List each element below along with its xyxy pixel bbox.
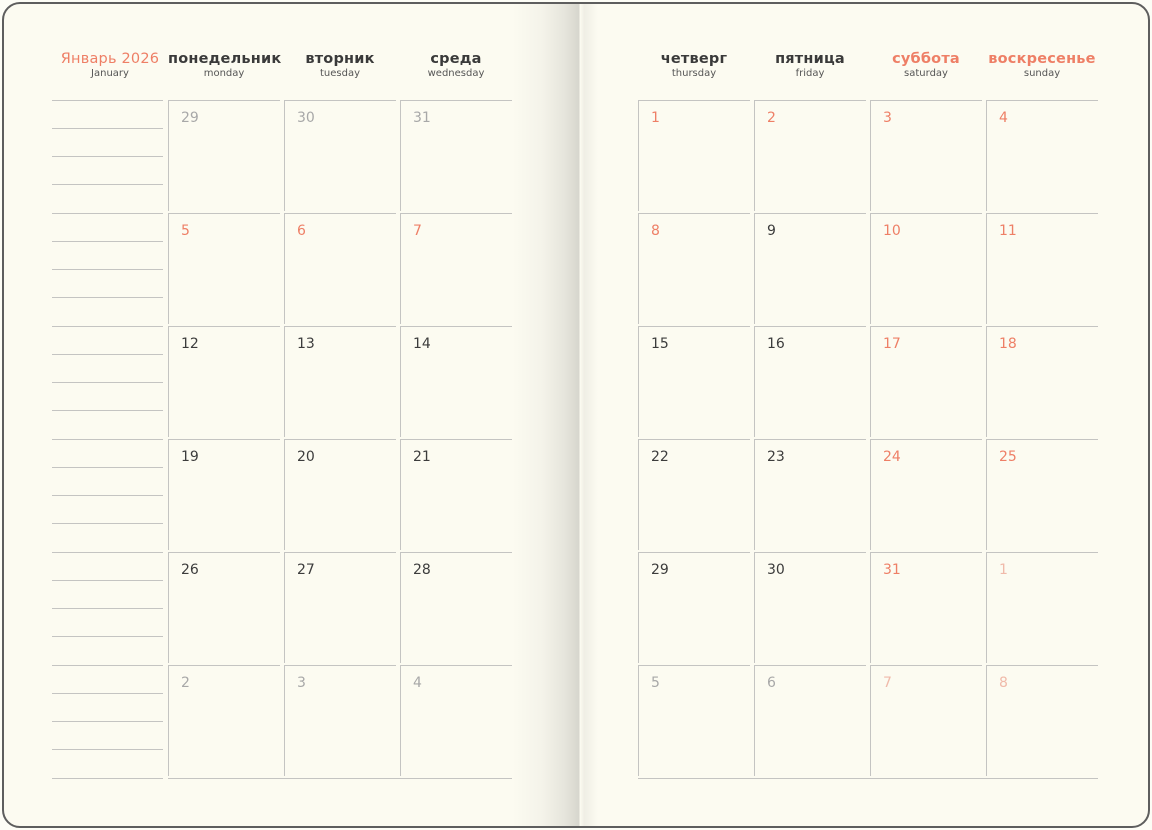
day-number: 12 xyxy=(181,336,199,352)
weekday-header-thursday xyxy=(638,50,750,79)
day-number: 18 xyxy=(999,336,1017,352)
day-cell[interactable] xyxy=(986,552,1098,663)
day-number: 13 xyxy=(297,336,315,352)
day-number: 31 xyxy=(413,110,431,126)
weekday-header-sunday xyxy=(986,50,1098,79)
weekday-name-en: monday xyxy=(203,68,245,79)
day-number: 15 xyxy=(651,336,669,352)
day-number: 8 xyxy=(651,223,660,239)
day-number: 28 xyxy=(413,562,431,578)
day-number: 6 xyxy=(767,675,776,691)
day-cell[interactable] xyxy=(986,213,1098,324)
day-number: 23 xyxy=(767,449,785,465)
weekday-name: четверг xyxy=(660,51,728,67)
weekday-name: воскресенье xyxy=(988,51,1096,67)
day-number: 21 xyxy=(413,449,431,465)
day-cell[interactable] xyxy=(870,213,982,324)
day-cell[interactable] xyxy=(754,552,866,663)
grid-bottom-line xyxy=(638,778,1098,779)
day-number: 24 xyxy=(883,449,901,465)
day-number: 10 xyxy=(883,223,901,239)
weekday-name-en: saturday xyxy=(904,68,948,79)
day-cell[interactable] xyxy=(870,552,982,663)
weekday-name-en: friday xyxy=(795,68,825,79)
day-number: 2 xyxy=(181,675,190,691)
day-number: 27 xyxy=(297,562,315,578)
day-number: 16 xyxy=(767,336,785,352)
day-number: 1 xyxy=(999,562,1008,578)
weekday-name-en: wednesday xyxy=(427,68,485,79)
day-number: 1 xyxy=(651,110,660,126)
day-number: 4 xyxy=(999,110,1008,126)
weekday-name-en: tuesday xyxy=(319,68,360,79)
day-number: 19 xyxy=(181,449,199,465)
day-number: 25 xyxy=(999,449,1017,465)
day-number: 31 xyxy=(883,562,901,578)
day-cell[interactable] xyxy=(754,439,866,550)
weekday-header-saturday xyxy=(870,50,982,79)
day-number: 29 xyxy=(181,110,199,126)
month-title-en: January xyxy=(91,68,129,79)
day-cell[interactable] xyxy=(638,100,750,211)
day-cell[interactable] xyxy=(638,213,750,324)
day-number: 3 xyxy=(297,675,306,691)
day-cell[interactable] xyxy=(638,665,750,776)
day-cell[interactable] xyxy=(754,213,866,324)
day-cell[interactable] xyxy=(638,439,750,550)
month-title: Январь 2026 xyxy=(60,51,160,67)
day-cell[interactable] xyxy=(870,100,982,211)
day-number: 5 xyxy=(651,675,660,691)
day-number: 9 xyxy=(767,223,776,239)
day-cell[interactable] xyxy=(870,665,982,776)
day-number: 26 xyxy=(181,562,199,578)
weekday-name: вторник xyxy=(305,51,375,67)
day-number: 22 xyxy=(651,449,669,465)
day-cell[interactable] xyxy=(870,326,982,437)
day-number: 7 xyxy=(883,675,892,691)
day-cell[interactable] xyxy=(638,552,750,663)
day-cell[interactable] xyxy=(870,439,982,550)
weekday-name: понедельник xyxy=(168,51,282,67)
weekday-name-en: thursday xyxy=(671,68,717,79)
day-number: 8 xyxy=(999,675,1008,691)
day-number: 20 xyxy=(297,449,315,465)
day-number: 6 xyxy=(297,223,306,239)
day-number: 7 xyxy=(413,223,422,239)
day-cell[interactable] xyxy=(986,100,1098,211)
day-number: 11 xyxy=(999,223,1017,239)
planner-spread xyxy=(2,2,1150,828)
day-number: 14 xyxy=(413,336,431,352)
day-number: 4 xyxy=(413,675,422,691)
day-cell[interactable] xyxy=(754,100,866,211)
day-number: 17 xyxy=(883,336,901,352)
day-number: 30 xyxy=(297,110,315,126)
day-cell[interactable] xyxy=(986,326,1098,437)
weekday-header-friday xyxy=(754,50,866,79)
weekday-name: пятница xyxy=(775,51,845,67)
day-cell[interactable] xyxy=(754,326,866,437)
day-number: 3 xyxy=(883,110,892,126)
day-number: 30 xyxy=(767,562,785,578)
day-cell[interactable] xyxy=(638,326,750,437)
right-page xyxy=(4,4,1148,826)
weekday-name: среда xyxy=(430,51,482,67)
day-number: 2 xyxy=(767,110,776,126)
day-number: 5 xyxy=(181,223,190,239)
day-cell[interactable] xyxy=(754,665,866,776)
day-cell[interactable] xyxy=(986,439,1098,550)
weekday-name: суббота xyxy=(892,51,960,67)
day-cell[interactable] xyxy=(986,665,1098,776)
day-number: 29 xyxy=(651,562,669,578)
weekday-name-en: sunday xyxy=(1023,68,1061,79)
